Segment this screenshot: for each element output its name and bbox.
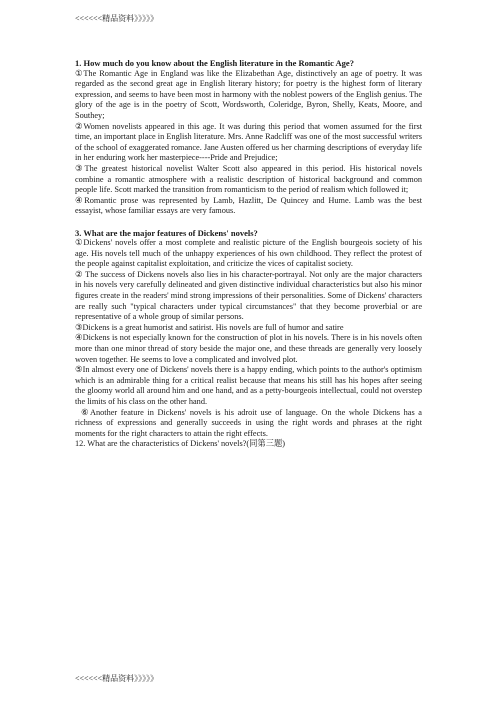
question-12-line: 12. What are the characteristics of Dickens' novels?(同第三题) [75,439,286,449]
question-3-title: 3. What are the major features of Dickens' novels? [75,227,258,238]
answer-1-point-2: ②Women novelists appeared in this age. It was during this period that women assumed for the first time, an important place in English literature. Mrs. Anne Radcliff was one of the most successful writers of the school of exaggerated romance. Jane Austen offered us her charming descriptions of everyday life in her enduring work her masterpiece----Pride and Prejudice; [75,121,422,163]
section-spacer [75,217,422,228]
document-body [75,58,422,450]
question-1-title: 1. How much do you know about the English literature in the Romantic Age? [75,58,354,68]
answer-3-point-4: ④Dickens is not especially known for the construction of plot in his novels. There is in his novels often more than one minor thread of story beside the major one, and these threads are generally very loosely woven together. He seems to love a complicated and involved plot. [75,333,422,364]
answer-3-point-3: ③Dickens is a great humorist and satirist. His novels are full of humor and satire [75,322,344,332]
page-footer: <<<<<<精品资料》》》》》 [75,674,159,683]
answer-3-point-1: ①Dickens' novels offer a most complete and realistic picture of the English bourgeois society of his age. His novels tell much of the unhappy experiences of his own childhood. They reflect the protest of the people against capitalist exploitation, and criticize the vices of capitalist society. [75,238,422,269]
answer-3-point-5: ⑤In almost every one of Dickens' novels there is a happy ending, which points to the author's optimism which is an admirable thing for a critical realist because that means his still has his hopes after seeing the gloomy world all around him and one hand, and as a petty-bourgeois intellectual, could not overstep the limits of his class on the other hand. [75,365,422,406]
answer-3-point-2: ② The success of Dickens novels also lies in his character-portrayal. Not only are the major characters in his novels very carefully delineated and given distinctive individual characteristics but also his minor figures create in the readers' mind strong impressions of their personalities. Some of Dickens' characters are really such "typical characters under typical circumstances" that they become proverbial or are representative of a whole group of similar persons. [75,269,422,322]
answer-1-point-1: ①The Romantic Age in England was like the Elizabethan Age, distinctively an age of poetry. It was regarded as the second great age in English literary history; for poetry is the highest form of literary expression, and seems to have been most in harmony with the noblest powers of the English genius. The glory of the age is in the poetry of Scott, Wordsworth, Coleridge, Byron, Shelly, Keats, Moore, and Southey; [75,68,422,120]
page-header: <<<<<<精品资料》》》》》 [75,14,159,23]
answer-3-point-6: ⑥Another feature in Dickens' novels is his adroit use of language. On the whole Dickens has a richness of expressions and generally succeeds in using the right words and phrases at the right moments for the right characters to attain the right effects. [75,407,422,438]
answer-1-point-4: ④Romantic prose was represented by Lamb, Hazlitt, De Quincey and Hume. Lamb was the best essayist, whose familiar essays are very famous. [75,195,422,216]
answer-1-point-3: ③The greatest historical novelist Walter Scott also appeared in this period. His historical novels combine a romantic atmosphere with a realistic description of historical background and common people life. Scott marked the transition from romanticism to the period of realism which followed it; [75,163,422,195]
